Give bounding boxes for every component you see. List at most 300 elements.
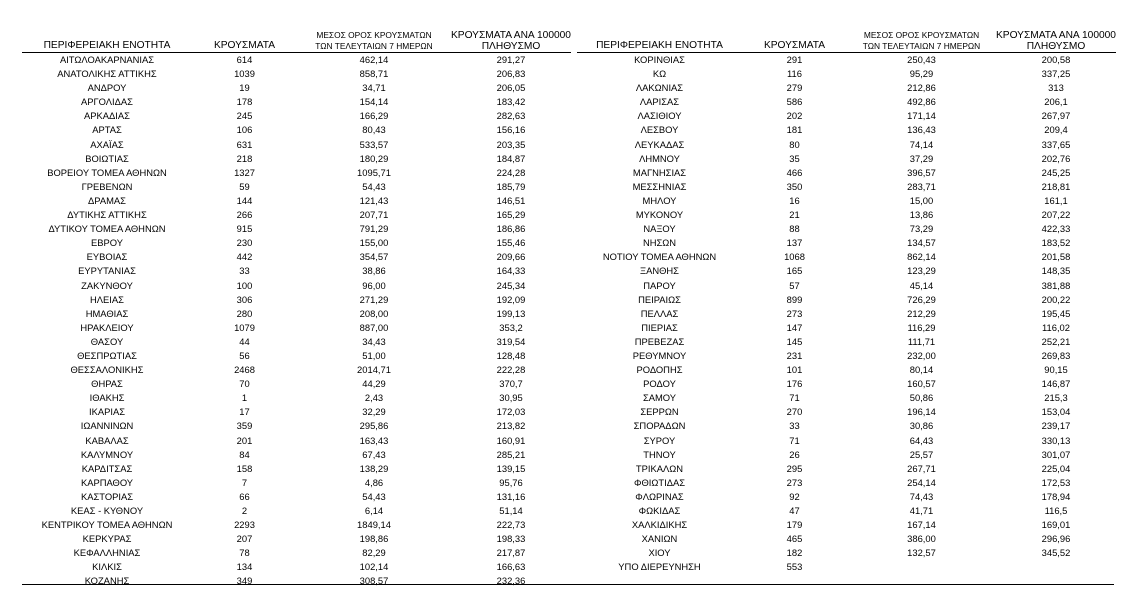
table-row [577, 532, 1116, 546]
table-row [22, 236, 571, 250]
avg7-cell: 54,43 [362, 490, 386, 502]
per100k-cell: 267,97 [1041, 110, 1071, 122]
table-row [577, 138, 1116, 152]
table-row [22, 349, 571, 363]
cases-cell: 44 [239, 335, 250, 347]
region-cell: ΠΡΕΒΕΖΑΣ [634, 335, 685, 347]
cases-cell: 78 [239, 547, 250, 559]
cases-cell: 280 [236, 307, 253, 319]
cases-cell: 465 [786, 533, 803, 545]
per100k-cell: 206,05 [496, 82, 526, 94]
table-row [577, 293, 1116, 307]
cases-cell: 116 [787, 68, 802, 80]
avg7-cell: 267,71 [907, 462, 936, 474]
cases-cell: 466 [786, 166, 803, 178]
region-cell: ΛΕΣΒΟΥ [640, 124, 679, 136]
avg7-cell: 1849,14 [357, 519, 391, 531]
region-cell: ΙΘΑΚΗΣ [89, 392, 125, 404]
avg7-cell: 166,29 [359, 110, 389, 122]
table-row [22, 307, 571, 321]
avg7-cell: 121,43 [359, 194, 389, 206]
region-cell: ΝΟΤΙΟΥ ΤΟΜΕΑ ΑΘΗΝΩΝ [602, 251, 717, 263]
cases-cell: 207 [236, 533, 253, 545]
region-cell: ΚΕΝΤΡΙΚΟΥ ΤΟΜΕΑ ΑΘΗΝΩΝ [41, 519, 173, 531]
avg7-cell: 308,57 [359, 575, 389, 587]
table-row [577, 180, 1116, 194]
region-cell: ΡΟΔΟΥ [643, 378, 676, 390]
region-cell: ΘΗΡΑΣ [91, 378, 123, 390]
per100k-cell: 95,76 [499, 476, 523, 488]
header-cases: ΚΡΟΥΣΜΑΤΑ [213, 40, 276, 51]
cases-cell: 899 [786, 293, 803, 305]
table-row [577, 222, 1116, 236]
region-cell: ΚΟΖΑΝΗΣ [84, 575, 130, 587]
per100k-cell: 330,13 [1041, 434, 1071, 446]
avg7-cell: 51,00 [362, 349, 386, 361]
table-row [22, 377, 571, 391]
table-row [22, 335, 571, 349]
table-row [577, 546, 1116, 560]
per100k-cell: 200,58 [1041, 54, 1071, 65]
avg7-cell: 354,57 [359, 251, 389, 263]
cases-cell: 291 [786, 54, 803, 65]
per100k-cell: 199,13 [496, 307, 526, 319]
table-row [577, 307, 1116, 321]
avg7-cell: 2,43 [364, 392, 384, 404]
per100k-cell: 155,46 [496, 237, 526, 249]
cases-cell: 586 [786, 96, 803, 108]
table-row [577, 109, 1116, 123]
region-cell: ΑΡΓΟΛΙΔΑΣ [81, 96, 133, 108]
table-row [22, 109, 571, 123]
cases-cell: 245 [236, 110, 253, 122]
region-cell: ΑΡΚΑΔΙΑΣ [84, 110, 130, 122]
per100k-cell: 296,96 [1041, 533, 1071, 545]
region-cell: ΑΝΑΤΟΛΙΚΗΣ ΑΤΤΙΚΗΣ [57, 68, 157, 80]
region-cell: ΝΑΞΟΥ [643, 223, 676, 235]
per100k-cell: 225,04 [1041, 462, 1071, 474]
per100k-cell: 172,03 [496, 406, 526, 418]
table-row [577, 321, 1116, 335]
avg7-cell: 102,14 [359, 561, 389, 573]
per100k-cell: 217,87 [496, 547, 526, 559]
per100k-cell: 116,5 [1044, 505, 1068, 516]
region-cell: ΜΗΛΟΥ [642, 194, 677, 206]
table-row [22, 180, 571, 194]
avg7-cell: 116,29 [907, 321, 936, 333]
cases-cell: 349 [236, 575, 253, 587]
cases-cell: 295 [786, 462, 803, 474]
per100k-cell: 285,21 [496, 448, 526, 460]
avg7-cell: 154,14 [359, 96, 389, 108]
per100k-cell: 282,63 [496, 110, 526, 122]
left-cases-table [22, 22, 571, 589]
avg7-cell: 34,43 [362, 335, 386, 347]
avg7-cell: 132,57 [907, 547, 936, 559]
region-cell: ΜΥΚΟΝΟΥ [635, 209, 684, 221]
table-row [22, 208, 571, 222]
avg7-cell: 4,86 [364, 476, 384, 488]
region-cell: ΧΑΛΚΙΔΙΚΗΣ [631, 519, 688, 531]
cases-cell: 35 [789, 152, 800, 164]
cases-cell: 202 [786, 110, 803, 122]
cases-cell: 230 [236, 237, 253, 249]
table-row [577, 264, 1116, 278]
table-row [577, 377, 1116, 391]
cases-cell: 57 [789, 279, 800, 291]
avg7-cell: 212,86 [907, 82, 936, 94]
cases-cell: 181 [786, 124, 803, 136]
cases-cell: 442 [236, 251, 253, 263]
cases-cell: 26 [789, 448, 800, 460]
region-cell: ΣΥΡΟΥ [643, 434, 676, 446]
region-cell: ΗΡΑΚΛΕΙΟΥ [80, 321, 134, 333]
per100k-cell: 172,53 [1041, 476, 1071, 488]
per100k-cell: 353,2 [499, 321, 523, 333]
region-cell: ΛΗΜΝΟΥ [639, 152, 680, 164]
table-row [577, 490, 1116, 504]
per100k-cell: 218,81 [1041, 180, 1071, 192]
per100k-cell: 178,94 [1041, 490, 1071, 502]
region-cell: ΚΕΡΚΥΡΑΣ [82, 533, 132, 545]
region-cell: ΠΕΙΡΑΙΩΣ [638, 293, 681, 305]
table-row [22, 264, 571, 278]
per100k-cell: 146,87 [1041, 378, 1071, 390]
table-row [577, 236, 1116, 250]
per100k-cell: 131,16 [496, 490, 526, 502]
avg7-cell: 726,29 [907, 293, 936, 305]
per100k-cell: 116,02 [1042, 321, 1070, 333]
region-cell: ΑΡΤΑΣ [92, 124, 122, 136]
per100k-cell: 183,52 [1041, 237, 1071, 249]
cases-cell: 100 [236, 279, 253, 291]
per100k-cell: 90,15 [1044, 364, 1068, 376]
per100k-cell: 207,22 [1041, 209, 1071, 221]
region-cell: ΠΕΛΛΑΣ [640, 307, 679, 319]
table-row [577, 349, 1116, 363]
table-row [577, 363, 1116, 377]
per100k-cell: 153,04 [1041, 406, 1071, 418]
cases-cell: 59 [239, 180, 250, 192]
left-header-row [22, 22, 571, 53]
region-cell: ΥΠΟ ΔΙΕΡΕΥΝΗΣΗ [618, 561, 701, 573]
avg7-cell: 198,86 [359, 533, 389, 545]
avg7-cell: 96,00 [362, 279, 386, 291]
avg7-cell: 67,43 [362, 448, 386, 460]
avg7-cell: 41,71 [909, 505, 934, 516]
cases-cell: 88 [789, 223, 800, 235]
avg7-cell: 171,14 [907, 110, 936, 122]
per100k-cell: 245,25 [1041, 166, 1071, 178]
avg7-cell: 232,00 [907, 349, 936, 361]
cases-cell: 70 [239, 378, 250, 390]
cases-cell: 66 [239, 490, 250, 502]
per100k-cell: 160,91 [496, 434, 526, 446]
table-row [22, 448, 571, 462]
cases-cell: 273 [786, 476, 803, 488]
avg7-cell: 283,71 [907, 180, 936, 192]
region-cell: ΣΠΟΡΑΔΩΝ [633, 420, 686, 432]
per100k-cell: 291,27 [496, 54, 526, 65]
per100k-cell: 206,1 [1044, 96, 1068, 108]
avg7-cell: 858,71 [359, 68, 389, 80]
avg7-cell: 196,14 [907, 406, 936, 418]
per100k-cell: 301,07 [1041, 448, 1071, 460]
avg7-cell: 492,86 [907, 96, 936, 108]
cases-cell: 101 [786, 364, 803, 376]
per100k-cell: 206,83 [496, 68, 526, 80]
avg7-cell: 180,29 [359, 152, 389, 164]
avg7-cell: 73,29 [909, 223, 934, 235]
per100k-cell: 164,33 [496, 265, 526, 277]
table-row [22, 53, 571, 68]
table-row [577, 279, 1116, 293]
table-row [577, 67, 1116, 81]
table-row [577, 95, 1116, 109]
region-cell: ΔΥΤΙΚΟΥ ΤΟΜΕΑ ΑΘΗΝΩΝ [48, 223, 166, 235]
right-header-row [577, 22, 1116, 53]
avg7-cell: 208,00 [359, 307, 389, 319]
cases-cell: 17 [239, 406, 250, 418]
region-cell: ΣΑΜΟΥ [642, 392, 677, 404]
table-row [22, 166, 571, 180]
per100k-cell: 128,48 [496, 349, 526, 361]
per100k-cell: 269,83 [1041, 349, 1071, 361]
region-cell: ΛΕΥΚΑΔΑΣ [634, 138, 685, 150]
region-cell: ΚΩ [652, 68, 667, 80]
avg7-cell: 74,14 [909, 138, 934, 150]
region-cell: ΚΑΣΤΟΡΙΑΣ [80, 490, 134, 502]
avg7-cell: 44,29 [362, 378, 386, 390]
region-cell: ΛΑΚΩΝΙΑΣ [635, 82, 684, 94]
header-region: ΠΕΡΙΦΕΡΕΙΑΚΗ ΕΝΟΤΗΤΑ [596, 40, 723, 51]
right-cases-table [577, 22, 1116, 574]
cases-cell: 1 [241, 392, 248, 404]
table-row [577, 335, 1116, 349]
table-row [22, 504, 571, 518]
table-row [577, 462, 1116, 476]
cases-cell: 1327 [234, 166, 255, 178]
avg7-cell: 2014,71 [357, 364, 391, 376]
per100k-cell: 202,76 [1041, 152, 1071, 164]
cases-cell: 165 [786, 265, 803, 277]
region-cell: ΚΙΛΚΙΣ [92, 561, 122, 573]
per100k-cell: 165,29 [496, 209, 526, 221]
table-row [22, 560, 571, 574]
header-per100k: ΚΡΟΥΣΜΑΤΑ ΑΝΑ 100000 ΠΛΗΘΥΣΜΟ [996, 30, 1116, 52]
table-row [577, 250, 1116, 264]
cases-cell: 33 [789, 420, 800, 432]
cases-cell: 80 [789, 138, 800, 150]
avg7-cell: 32,29 [362, 406, 386, 418]
table-row [577, 504, 1116, 518]
avg7-cell: 30,86 [909, 420, 934, 432]
cases-cell: 2293 [234, 519, 255, 531]
region-cell: ΕΥΒΟΙΑΣ [86, 251, 128, 263]
avg7-cell: 250,43 [907, 54, 936, 65]
cases-cell: 16 [789, 194, 800, 206]
cases-cell: 176 [786, 378, 803, 390]
avg7-cell: 207,71 [359, 209, 389, 221]
table-row [22, 405, 571, 419]
table-row [22, 476, 571, 490]
per100k-cell: 200,22 [1041, 293, 1071, 305]
cases-cell: 106 [236, 124, 253, 136]
table-row [22, 391, 571, 405]
avg7-cell: 1095,71 [357, 166, 391, 178]
region-cell: ΡΟΔΟΠΗΣ [636, 364, 683, 376]
per100k-cell: 239,17 [1041, 420, 1071, 432]
avg7-cell: 25,57 [909, 448, 934, 460]
avg7-cell: 254,14 [907, 476, 936, 488]
avg7-cell: 138,29 [359, 462, 389, 474]
avg7-cell: 13,86 [909, 209, 934, 221]
region-cell: ΠΙΕΡΙΑΣ [641, 321, 678, 333]
cases-cell: 134 [236, 561, 253, 573]
region-cell: ΘΕΣΠΡΩΤΙΑΣ [77, 349, 137, 361]
avg7-cell: 136,43 [907, 124, 936, 136]
avg7-cell: 533,57 [359, 138, 389, 150]
cases-cell: 179 [786, 519, 803, 531]
avg7-cell: 155,00 [359, 237, 389, 249]
region-cell: ΔΡΑΜΑΣ [88, 194, 126, 206]
region-cell: ΔΥΤΙΚΗΣ ΑΤΤΙΚΗΣ [67, 209, 147, 221]
cases-cell: 47 [789, 505, 800, 516]
per100k-cell: 185,79 [496, 180, 526, 192]
table-row [577, 391, 1116, 405]
cases-cell: 2468 [234, 364, 255, 376]
avg7-cell: 74,43 [909, 490, 934, 502]
avg7-cell: 271,29 [359, 293, 389, 305]
region-cell: ΛΑΣΙΘΙΟΥ [637, 110, 682, 122]
avg7-cell: 64,43 [909, 434, 934, 446]
avg7-cell: 862,14 [907, 251, 936, 263]
region-cell: ΘΕΣΣΑΛΟΝΙΚΗΣ [70, 364, 144, 376]
table-row [22, 95, 571, 109]
table-row [577, 405, 1116, 419]
avg7-cell: 123,29 [907, 265, 936, 277]
avg7-cell: 111,71 [907, 335, 936, 347]
table-row [22, 67, 571, 81]
table-row [22, 152, 571, 166]
per100k-cell: 245,34 [496, 279, 526, 291]
cases-cell: 270 [786, 406, 803, 418]
cases-cell: 7 [241, 476, 248, 488]
region-cell: ΒΟΡΕΙΟΥ ΤΟΜΕΑ ΑΘΗΝΩΝ [47, 166, 167, 178]
per100k-cell: 252,21 [1041, 335, 1071, 347]
region-cell: ΦΛΩΡΙΝΑΣ [635, 490, 684, 502]
per100k-cell: 337,65 [1041, 138, 1071, 150]
cases-cell: 201 [236, 434, 253, 446]
per100k-cell: 156,16 [496, 124, 526, 136]
region-cell: ΛΑΡΙΣΑΣ [639, 96, 680, 108]
cases-cell: 218 [236, 152, 253, 164]
cases-cell: 279 [786, 82, 803, 94]
table-row [577, 448, 1116, 462]
region-cell: ΠΑΡΟΥ [643, 279, 676, 291]
per100k-cell: 146,51 [496, 194, 526, 206]
region-cell: ΜΕΣΣΗΝΙΑΣ [632, 180, 687, 192]
table-row [577, 518, 1116, 532]
avg7-cell: 163,43 [359, 434, 389, 446]
cases-cell: 144 [236, 194, 253, 206]
cases-cell: 359 [236, 420, 253, 432]
table-row [22, 194, 571, 208]
per100k-cell: 319,54 [496, 335, 526, 347]
cases-cell: 137 [786, 237, 803, 249]
avg7-cell: 82,29 [362, 547, 386, 559]
table-row [22, 532, 571, 546]
cases-cell: 84 [239, 448, 250, 460]
cases-cell: 56 [239, 349, 250, 361]
per100k-cell: 148,35 [1041, 265, 1071, 277]
region-cell: ΤΗΝΟΥ [643, 448, 676, 460]
region-cell: ΒΟΙΩΤΙΑΣ [85, 152, 129, 164]
region-cell: ΚΟΡΙΝΘΙΑΣ [634, 54, 685, 65]
per100k-cell: 381,88 [1041, 279, 1071, 291]
cases-cell: 178 [236, 96, 253, 108]
region-cell: ΚΕΦΑΛΛΗΝΙΑΣ [73, 547, 141, 559]
table-row [577, 434, 1116, 448]
cases-cell: 1068 [784, 251, 805, 263]
per100k-cell: 345,52 [1041, 547, 1071, 559]
cases-cell: 71 [789, 392, 800, 404]
table-row [22, 222, 571, 236]
cases-cell: 147 [786, 321, 803, 333]
per100k-cell: 201,58 [1041, 251, 1071, 263]
cases-cell: 33 [239, 265, 250, 277]
cases-cell: 1079 [234, 321, 255, 333]
per100k-cell: 422,33 [1041, 223, 1071, 235]
region-cell: ΧΙΟΥ [648, 547, 671, 559]
cases-cell: 182 [786, 547, 803, 559]
avg7-cell: 386,00 [907, 533, 936, 545]
region-cell: ΧΑΝΙΩΝ [641, 533, 678, 545]
region-cell: ΖΑΚΥΝΘΟΥ [81, 279, 133, 291]
per100k-cell: 213,82 [496, 420, 526, 432]
header-region: ΠΕΡΙΦΕΡΕΙΑΚΗ ΕΝΟΤΗΤΑ [43, 40, 171, 51]
region-cell: ΙΩΑΝΝΙΝΩΝ [80, 420, 134, 432]
avg7-cell: 80,43 [362, 124, 386, 136]
table-row [577, 123, 1116, 137]
per100k-cell: 51,14 [499, 505, 523, 516]
table-row [577, 166, 1116, 180]
avg7-cell: 45,14 [909, 279, 934, 291]
per100k-cell: 184,87 [496, 152, 526, 164]
table-row [577, 476, 1116, 490]
avg7-cell: 295,86 [359, 420, 389, 432]
avg7-cell: 37,29 [909, 152, 934, 164]
table-row [22, 434, 571, 448]
avg7-cell: 160,57 [907, 378, 936, 390]
per100k-cell: 224,28 [496, 166, 526, 178]
avg7-cell: 887,00 [359, 321, 389, 333]
table-row [22, 81, 571, 95]
region-cell: ΜΑΓΝΗΣΙΑΣ [632, 166, 687, 178]
table-row [577, 419, 1116, 433]
table-row [22, 546, 571, 560]
region-cell: ΑΝΔΡΟΥ [87, 82, 127, 94]
per100k-cell: 313 [1048, 82, 1064, 94]
per100k-cell: 222,73 [496, 519, 526, 531]
table-row [577, 194, 1116, 208]
avg7-cell: 54,43 [362, 180, 386, 192]
table-row [577, 81, 1116, 95]
region-cell: ΚΑΛΥΜΝΟΥ [80, 448, 134, 460]
avg7-cell: 15,00 [909, 194, 934, 206]
region-cell: ΕΥΡΥΤΑΝΙΑΣ [78, 265, 136, 277]
region-cell: ΑΧΑΪΑΣ [90, 138, 124, 150]
